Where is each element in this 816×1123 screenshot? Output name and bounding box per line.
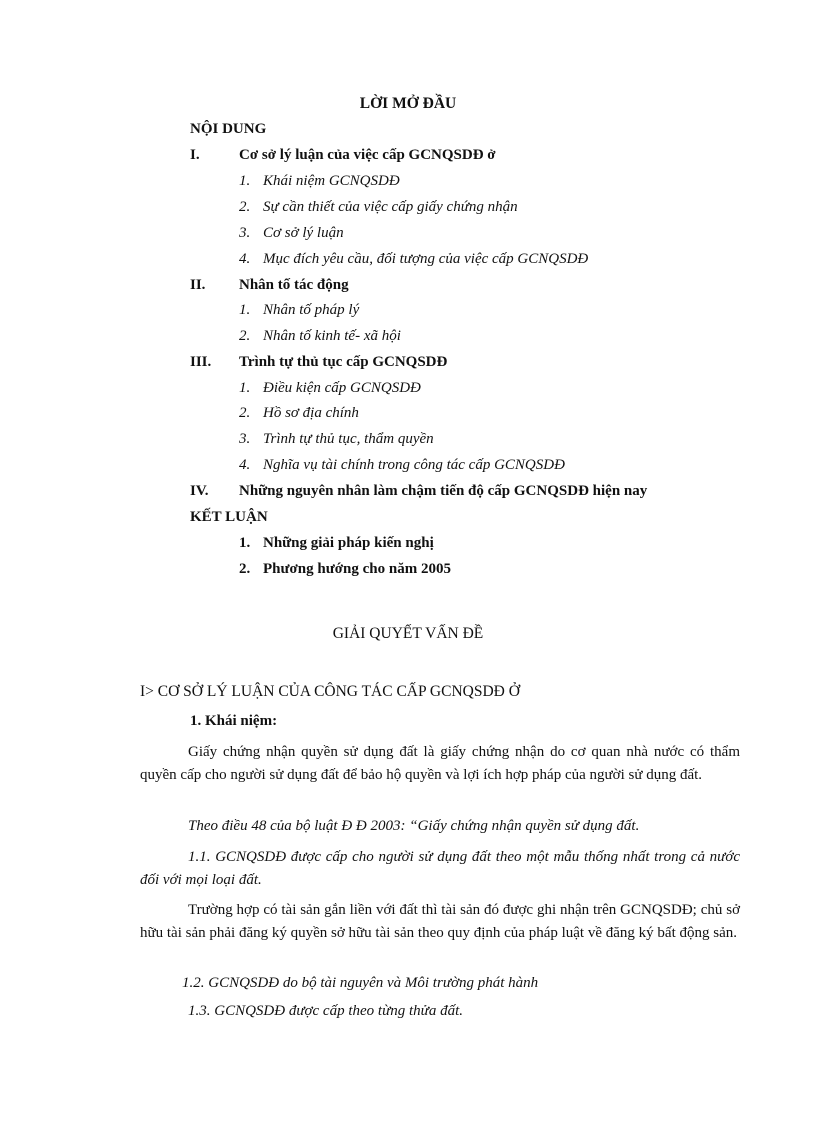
toc-heading: NỘI DUNG <box>190 121 267 137</box>
toc-conclusion-num: 2. <box>239 561 251 577</box>
toc-section-num: IV. <box>190 483 209 499</box>
toc-conclusion-text: Những giải pháp kiến nghị <box>263 535 434 551</box>
paragraph: Trường hợp có tài sản gắn liền với đất thì tài sản đó được ghi nhận trên GCNQSDĐ; chủ sở hữu tài sản phải đăng ký quyền sở hữu tài sản theo quy định của pháp luật về đăng ký bất động sản. <box>140 902 740 941</box>
toc-item-text: Khái niệm GCNQSDĐ <box>263 173 400 189</box>
toc-item-text: Trình tự thủ tục, thẩm quyền <box>263 431 434 447</box>
paragraph-clause: 1.1. GCNQSDĐ được cấp cho người sử dụng đất theo một mẫu thống nhất trong cả nước đối với mọi loại đất. <box>140 849 740 888</box>
toc-item-text: Sự cần thiết của việc cấp giấy chứng nhận <box>263 199 518 215</box>
toc-item-num: 2. <box>239 405 251 421</box>
toc-item-num: 1. <box>239 302 251 318</box>
section-heading: I> CƠ SỞ LÝ LUẬN CỦA CÔNG TÁC CẤP GCNQSDĐ Ở <box>140 683 520 700</box>
toc-item-num: 3. <box>239 431 251 447</box>
toc-section-num: I. <box>190 147 200 163</box>
toc-item-text: Nhân tố kinh tế- xã hội <box>263 328 401 344</box>
toc-section-title: Cơ sở lý luận của việc cấp GCNQSDĐ ở <box>239 147 496 163</box>
page-title: LỜI MỞ ĐẦU <box>359 95 457 112</box>
subheading: 1. Khái niệm: <box>190 713 278 729</box>
paragraph-quote: Theo điều 48 của bộ luật Đ Đ 2003: “Giấy chứng nhận quyền sử dụng đất. <box>188 818 640 834</box>
toc-conclusion-text: Phương hướng cho năm 2005 <box>263 561 451 577</box>
toc-item-text: Nghĩa vụ tài chính trong công tác cấp GCNQSDĐ <box>263 457 565 473</box>
toc-item-text: Nhân tố pháp lý <box>263 302 360 318</box>
toc-section-num: III. <box>190 354 212 370</box>
paragraph-clause: 1.3. GCNQSDĐ được cấp theo từng thửa đất. <box>188 1003 464 1019</box>
paragraph: Giấy chứng nhận quyền sử dụng đất là giấy chứng nhận do cơ quan nhà nước có thẩm quyền cấp cho người sử dụng đất để bảo hộ quyền và lợi ích hợp pháp của người sử dụng đất. <box>140 744 740 783</box>
toc-section-title: Những nguyên nhân làm chậm tiến độ cấp GCNQSDĐ hiện nay <box>239 483 648 499</box>
toc-item-text: Cơ sở lý luận <box>263 225 344 241</box>
toc-conclusion-num: 1. <box>239 535 251 551</box>
toc-section-title: Trình tự thủ tục cấp GCNQSDĐ <box>239 354 448 370</box>
toc-item-num: 4. <box>239 457 251 473</box>
toc-section-title: Nhân tố tác động <box>239 277 349 293</box>
toc-item-num: 3. <box>239 225 251 241</box>
toc-item-text: Mục đích yêu cầu, đối tượng của việc cấp GCNQSDĐ <box>263 251 589 267</box>
toc-item-text: Điều kiện cấp GCNQSDĐ <box>263 380 421 396</box>
paragraph-clause: 1.2. GCNQSDĐ do bộ tài nguyên và Môi trường phát hành <box>182 975 539 991</box>
body-heading: GIẢI QUYẾT VẤN ĐỀ <box>332 625 484 642</box>
toc-item-num: 4. <box>239 251 251 267</box>
toc-item-num: 2. <box>239 328 251 344</box>
toc-conclusion-heading: KẾT LUẬN <box>190 509 268 525</box>
toc-item-num: 1. <box>239 173 251 189</box>
toc-item-num: 1. <box>239 380 251 396</box>
toc-item-text: Hồ sơ địa chính <box>263 405 359 421</box>
toc-item-num: 2. <box>239 199 251 215</box>
toc-section-num: II. <box>190 277 206 293</box>
